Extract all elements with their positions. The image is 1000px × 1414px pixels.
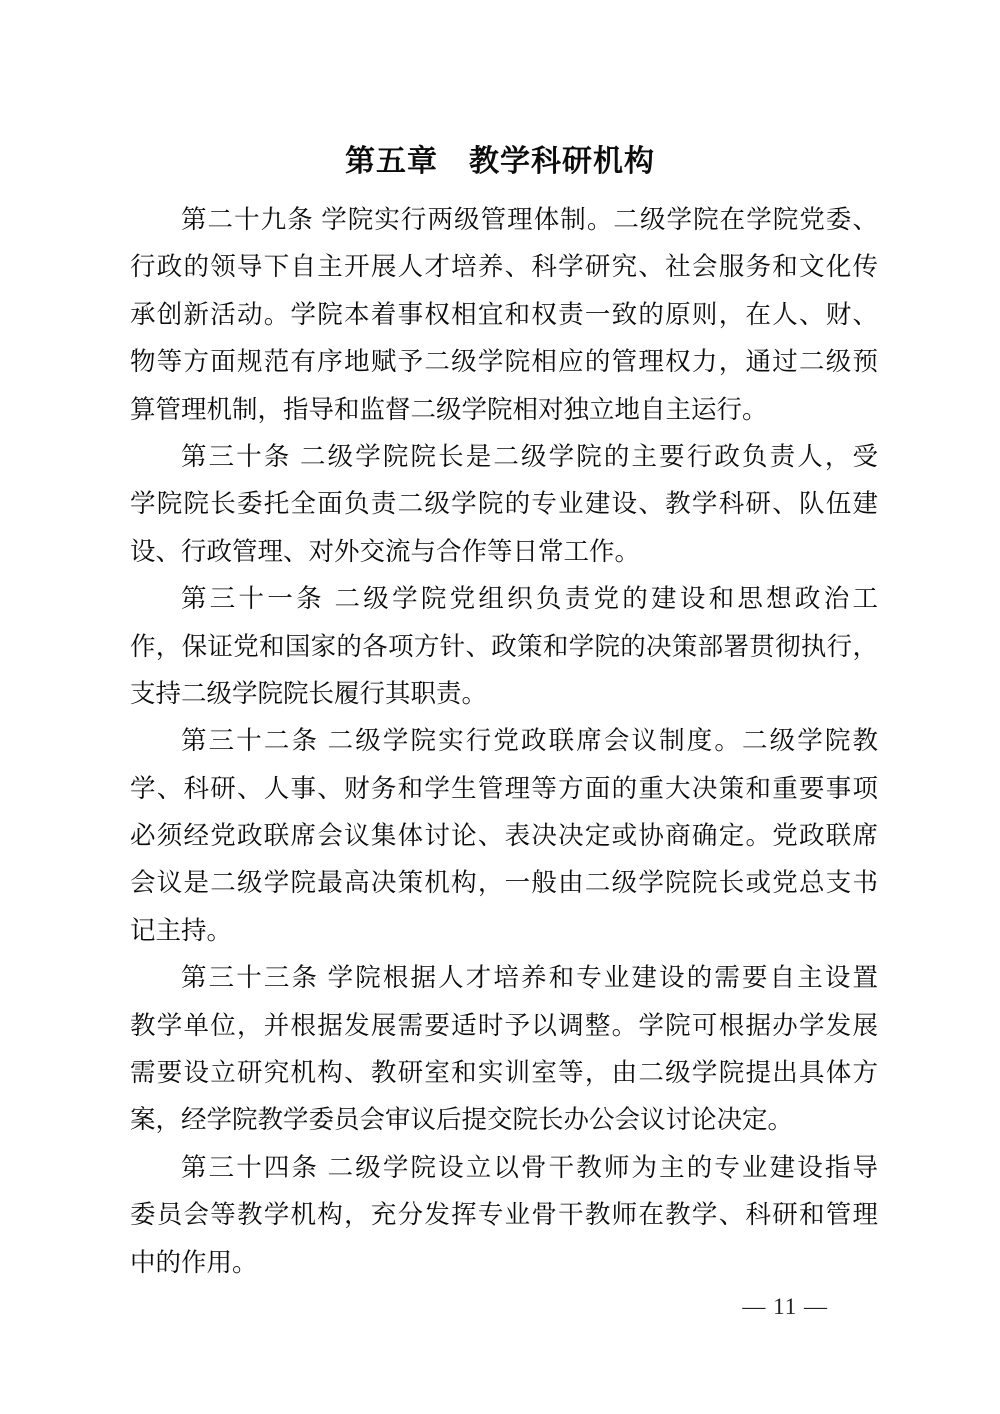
article-34-line: 第三十四条 二级学院设立以骨干教师为主的专业建设指导 [181, 1152, 878, 1182]
article-34-line: 委员会等教学机构，充分发挥专业骨干教师在教学、科研和管理 [130, 1200, 878, 1230]
article-33-line: 教学单位，并根据发展需要适时予以调整。学院可根据办学发展 [130, 1010, 878, 1040]
article-30-line: 第三十条 二级学院院长是二级学院的主要行政负责人，受 [181, 441, 878, 471]
article-30-line: 设、行政管理、对外交流与合作等日常工作。 [130, 536, 641, 566]
article-32-line: 必须经党政联席会议集体讨论、表决决定或协商确定。党政联席 [130, 821, 878, 851]
article-30-line: 学院院长委托全面负责二级学院的专业建设、教学科研、队伍建 [130, 489, 878, 519]
article-32-line: 学、科研、人事、财务和学生管理等方面的重大决策和重要事项 [130, 773, 878, 803]
article-33-line: 需要设立研究机构、教研室和实训室等，由二级学院提出具体方 [130, 1058, 878, 1088]
article-29-line: 物等方面规范有序地赋予二级学院相应的管理权力，通过二级预 [130, 347, 878, 377]
article-29-line: 第二十九条 学院实行两级管理体制。二级学院在学院党委、 [181, 205, 878, 234]
page-number: — 11 — [742, 1294, 828, 1319]
article-29-line: 承创新活动。学院本着事权相宜和权责一致的原则，在人、财、 [130, 299, 878, 329]
article-29-line: 算管理机制，指导和监督二级学院相对独立地自主运行。 [130, 394, 768, 424]
document-body [130, 196, 878, 1286]
chapter-title: 第五章 教学科研机构 [345, 145, 655, 178]
article-31-line: 第三十一条 二级学院党组织负责党的建设和思想政治工 [181, 584, 878, 614]
article-32-line: 第三十二条 二级学院实行党政联席会议制度。二级学院教 [181, 726, 878, 756]
article-31-line: 作，保证党和国家的各项方针、政策和学院的决策部署贯彻执行， [130, 631, 878, 661]
article-33-line: 第三十三条 学院根据人才培养和专业建设的需要自主设置 [181, 963, 878, 993]
article-32-line: 会议是二级学院最高决策机构，一般由二级学院院长或党总支书 [130, 868, 878, 898]
article-34-line: 中的作用。 [130, 1247, 258, 1277]
article-32-line: 记主持。 [130, 915, 233, 945]
article-29-line: 行政的领导下自主开展人才培养、科学研究、社会服务和文化传 [130, 252, 878, 282]
article-33-line: 案，经学院教学委员会审议后提交院长办公会议讨论决定。 [130, 1105, 794, 1135]
article-31-line: 支持二级学院院长履行其职责。 [130, 678, 488, 708]
